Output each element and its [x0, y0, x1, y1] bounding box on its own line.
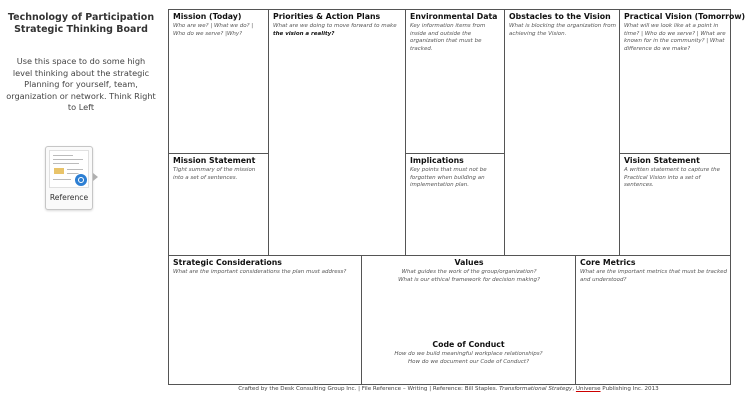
practical-vision-text: What will we look like at a point in time? | Who do we serve? | What are known for in the community? | What difference do we make? — [624, 23, 726, 52]
practical-vision-title: Practical Vision (Tomorrow) — [624, 12, 746, 21]
implications-text: Key points that must not be forgotten when building an implementation plan. — [410, 167, 487, 189]
footer-credits: Crafted by the Desk Consulting Group Inc. | File Reference – Writing | Reference: Bill Staples. Transformational Strategy, Universe Publishing Inc. 2013 — [238, 386, 659, 392]
mission-statement-box — [169, 154, 269, 256]
core-metrics-title: Core Metrics — [580, 258, 636, 267]
mission-statement-text: Tight summary of the mission into a set of sentences. — [173, 167, 256, 181]
values-text: What guides the work of the group/organization? What is our ethical framework for decision making? — [398, 269, 540, 283]
values-title: Values — [454, 258, 484, 267]
expand-arrow-icon[interactable] — [93, 173, 98, 181]
mission-statement-title: Mission Statement — [173, 156, 256, 165]
board-title — [6, 12, 156, 36]
document-search-icon — [49, 150, 89, 188]
vision-statement-box — [620, 154, 730, 256]
priorities-text: What are we doing to move forward to make the vision a reality? — [273, 23, 397, 37]
strategic-considerations-box — [169, 256, 362, 384]
obstacles-box — [505, 10, 620, 256]
board-title-line2: Strategic Thinking Board — [14, 24, 148, 35]
environmental-data-box — [406, 10, 505, 154]
code-of-conduct-section — [362, 340, 575, 366]
reference-attachment[interactable] — [45, 146, 93, 210]
code-of-conduct-text: How do we build meaningful workplace relationships? How do we document our Code of Conduct? — [394, 351, 543, 365]
core-metrics-text: What are the important metrics that must be tracked and understood? — [580, 269, 728, 283]
priorities-box — [269, 10, 406, 256]
implications-title: Implications — [410, 156, 464, 165]
mission-today-text: Who are we? | What we do? | Who do we serve? |Why? — [173, 23, 254, 37]
priorities-title: Priorities & Action Plans — [273, 12, 381, 21]
core-metrics-box — [576, 256, 730, 384]
strategic-considerations-title: Strategic Considerations — [173, 258, 282, 267]
obstacles-text: What is blocking the organization from achieving the Vision. — [509, 23, 616, 37]
values-box — [362, 256, 576, 384]
reference-label: Reference — [49, 193, 89, 202]
code-of-conduct-title: Code of Conduct — [432, 340, 505, 349]
obstacles-title: Obstacles to the Vision — [509, 12, 611, 21]
board-title-line1: Technology of Participation — [7, 12, 155, 23]
strategic-considerations-text: What are the important considerations the plan must address? — [173, 269, 347, 275]
strategic-thinking-board — [168, 9, 746, 385]
vision-statement-text: A written statement to capture the Practical Vision into a set of sentences. — [624, 167, 721, 189]
environmental-data-text: Key information items from inside and outside the organization that must be tracked. — [410, 23, 486, 52]
implications-box — [406, 154, 505, 256]
environmental-data-title: Environmental Data — [410, 12, 498, 21]
mission-today-title: Mission (Today) — [173, 12, 242, 21]
practical-vision-box — [620, 10, 746, 154]
board-description: Use this space to do some high level thinking about the strategic Planning for yourself, team, organization or network. Think Right to Left — [6, 56, 156, 112]
vision-statement-title: Vision Statement — [624, 156, 700, 165]
mission-today-box — [169, 10, 269, 154]
